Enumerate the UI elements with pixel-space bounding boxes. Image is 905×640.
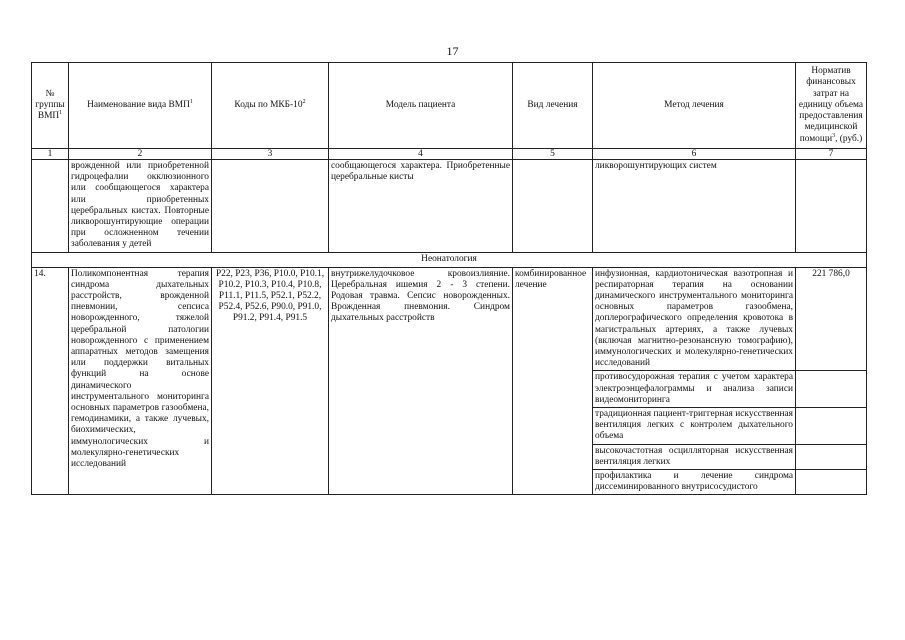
column-number: 1 (32, 149, 69, 160)
section-row (32, 252, 867, 267)
table-row-14 (32, 267, 867, 371)
column-number: 7 (796, 149, 867, 160)
header-vmp-name: Наименование вида ВМП$^1$ (69, 63, 212, 149)
column-number: 2 (69, 149, 212, 160)
patient-model-cell: внутрижелудочковое кровоизлияние. Церебральная ишемия 2 - 3 степени. Родовая травма. Сепсис новорожденных. Врожденная пневмония. Синдром дыхательных расстройств (329, 267, 513, 495)
vmp-name-cell: врожденной или приобретенной гидроцефалии окклюзионного или сообщающегося характера или приобретенных церебральных кистах. Повторные ликворошунтирующие операции при осложненном течении заболевания у детей (69, 160, 212, 253)
treatment-type-cell: комбинированное лечение (513, 267, 593, 495)
column-number: 4 (329, 149, 513, 160)
treatment-method-cell: инфузионная, кардиотоническая вазотропная и респираторная терапия на основании динамического инструментального мониторинга основных параметров газообмена, доплерографического определения кровотока в магистральных артериях, а также лучевых (включая магнитно-резонансную томографию), иммунологических и молекулярно-генетических исследований (593, 267, 796, 371)
column-number: 5 (513, 149, 593, 160)
patient-model-cell: сообщающегося характера. Приобретенные церебральные кисты (329, 160, 513, 253)
header-patient-model: Модель пациента (329, 63, 513, 149)
header-cost-norm: Норматив финансовых затрат на единицу объема предоставления медицинской помощи$^3$, (руб.) (796, 63, 867, 149)
vmp-table (31, 62, 867, 495)
section-title: Неонатология (32, 252, 867, 267)
header-treatment-type: Вид лечения (513, 63, 593, 149)
header-icd-codes: Коды по МКБ-$10^2$ (212, 63, 329, 149)
treatment-method-cell: высокочастотная осцилляторная искусственная вентиляция легких (593, 444, 796, 469)
treatment-method-cell: традиционная пациент-триггерная искусственная вентиляция легких с контролем дыхательного объема (593, 408, 796, 445)
header-row (32, 63, 867, 149)
header-group-number: № группы ВМП$^1$ (32, 63, 69, 149)
icd-codes-cell: P22, P23, P36, P10.0, P10.1, P10.2, P10.3, P10.4, P10.8, P11.1, P11.5, P52.1, P52.2, P52.4, P52.6, P90.0, P91.0, P91.2, P91.4, P91.5 (212, 267, 329, 495)
treatment-method-cell: профилактика и лечение синдрома диссеминированного внутрисосудистого (593, 470, 796, 495)
column-number: 6 (593, 149, 796, 160)
column-number: 3 (212, 149, 329, 160)
treatment-method-cell: противосудорожная терапия с учетом характера электроэнцефалограммы и анализа записи видеомониторинга (593, 371, 796, 408)
vmp-name-cell: Поликомпонентная терапия синдрома дыхательных расстройств, врожденной пневмонии, сепсиса новорожденного, тяжелой церебральной патологии новорожденного с применением аппаратных методов замещения или поддержки витальных функций на основе динамического инструментального мониторинга основных параметров газообмена, гемодинамики, а также лучевых, биохимических, иммунологических и молекулярно-генетических исследований (69, 267, 212, 495)
table-row-continued (32, 160, 867, 253)
cost-cell: 221 786,0 (796, 267, 867, 371)
column-number-row (32, 149, 867, 160)
group-number-cell: 14. (32, 267, 69, 495)
header-treatment-method: Метод лечения (593, 63, 796, 149)
page-number: 17 (446, 44, 459, 58)
treatment-method-cell: ликворошунтирующих систем (593, 160, 796, 253)
